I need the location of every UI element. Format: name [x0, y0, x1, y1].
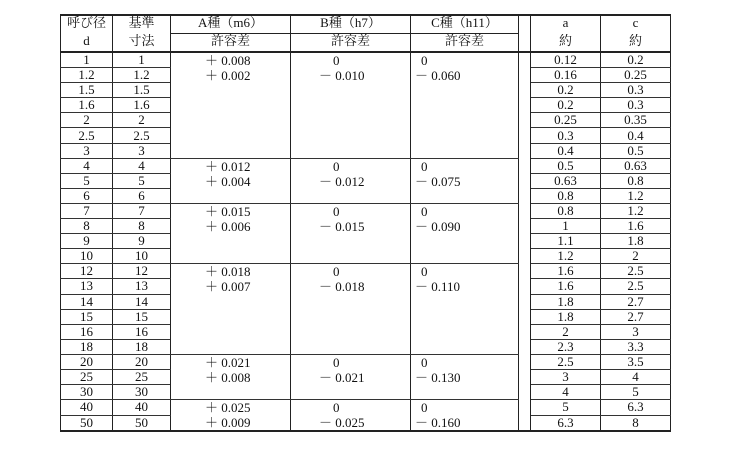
header-c-sub	[601, 34, 671, 53]
table-row	[61, 52, 671, 68]
column-separator-cell	[519, 354, 531, 399]
approx-a-cell: 1.6	[531, 264, 601, 279]
column-separator-cell	[519, 52, 531, 158]
approx-c-cell: 4	[601, 369, 671, 384]
basic-size-cell: 1.5	[113, 83, 171, 98]
class-c-tolerance-cell	[411, 203, 519, 263]
header-class-c-label: C種（h11）	[431, 15, 498, 30]
basic-size-cell: 50	[113, 415, 171, 431]
basic-size-cell: 18	[113, 339, 171, 354]
tolerance-table-container	[60, 14, 671, 432]
class-a-upper-deviation: ＋ 0.021	[205, 354, 251, 370]
approx-a-cell: 1.1	[531, 234, 601, 249]
approx-a-cell: 5	[531, 400, 601, 415]
nominal-diameter-cell: 20	[61, 354, 113, 369]
class-a-upper-deviation: ＋ 0.025	[205, 400, 251, 416]
nominal-diameter-cell: 25	[61, 369, 113, 384]
table-row	[61, 354, 671, 369]
class-b-lower-deviation: － 0.021	[319, 369, 365, 385]
approx-c-cell: 0.8	[601, 173, 671, 188]
class-c-lower-deviation: － 0.160	[415, 415, 461, 431]
class-a-upper-deviation: ＋ 0.008	[205, 53, 251, 68]
nominal-diameter-cell: 14	[61, 294, 113, 309]
basic-size-cell: 8	[113, 219, 171, 234]
header-class-b-tolerance: 許容差	[330, 33, 370, 48]
basic-size-cell: 2	[113, 113, 171, 128]
header-a-approx: 約	[558, 33, 572, 48]
approx-c-cell: 1.2	[601, 203, 671, 218]
approx-c-cell: 1.8	[601, 234, 671, 249]
class-c-lower-deviation: － 0.075	[415, 173, 461, 189]
column-separator-cell	[519, 400, 531, 432]
approx-c-cell: 0.63	[601, 158, 671, 173]
class-c-tolerance-cell	[411, 354, 519, 399]
nominal-diameter-cell: 1.6	[61, 98, 113, 113]
approx-c-cell: 2	[601, 249, 671, 264]
nominal-diameter-cell: 1	[61, 52, 113, 68]
basic-size-cell: 1.2	[113, 68, 171, 83]
class-b-upper-deviation: 0	[333, 53, 340, 68]
basic-size-cell: 5	[113, 173, 171, 188]
header-basic-size	[113, 15, 171, 34]
header-class-a-tolerance: 許容差	[210, 33, 250, 48]
nominal-diameter-cell: 7	[61, 203, 113, 218]
approx-c-cell: 0.5	[601, 143, 671, 158]
basic-size-cell: 3	[113, 143, 171, 158]
tolerance-table	[60, 14, 671, 432]
approx-a-cell: 4	[531, 385, 601, 400]
approx-a-cell: 1.8	[531, 309, 601, 324]
basic-size-cell: 4	[113, 158, 171, 173]
header-class-a	[171, 15, 291, 34]
class-a-lower-deviation: ＋ 0.007	[205, 279, 251, 295]
class-c-lower-deviation: － 0.060	[415, 68, 461, 83]
basic-size-cell: 2.5	[113, 128, 171, 143]
class-b-upper-deviation: 0	[333, 264, 340, 280]
nominal-diameter-cell: 15	[61, 309, 113, 324]
class-a-tolerance-cell	[171, 400, 291, 432]
header-basic-size-label: 基準	[128, 15, 155, 30]
basic-size-cell: 25	[113, 369, 171, 384]
approx-c-cell: 0.2	[601, 52, 671, 68]
approx-a-cell: 0.12	[531, 52, 601, 68]
nominal-diameter-cell: 1.2	[61, 68, 113, 83]
approx-a-cell: 2.3	[531, 339, 601, 354]
header-class-b-label: B種（h7）	[320, 15, 381, 30]
approx-c-cell: 5	[601, 385, 671, 400]
approx-a-cell: 0.5	[531, 158, 601, 173]
header-c-label: c	[632, 15, 639, 30]
approx-a-cell: 2	[531, 324, 601, 339]
nominal-diameter-cell: 6	[61, 188, 113, 203]
approx-c-cell: 3	[601, 324, 671, 339]
column-separator-cell	[519, 264, 531, 355]
nominal-diameter-cell: 40	[61, 400, 113, 415]
header-nominal-diameter-label: 呼び径	[66, 15, 106, 30]
header-nominal-diameter-symbol: d	[83, 33, 90, 48]
approx-a-cell: 0.16	[531, 68, 601, 83]
class-c-tolerance-cell	[411, 400, 519, 432]
basic-size-cell: 7	[113, 203, 171, 218]
approx-a-cell: 1.2	[531, 249, 601, 264]
nominal-diameter-cell: 9	[61, 234, 113, 249]
class-c-upper-deviation: 0	[421, 158, 428, 174]
basic-size-cell: 40	[113, 400, 171, 415]
class-b-tolerance-cell	[291, 158, 411, 203]
approx-c-cell: 3.3	[601, 339, 671, 354]
approx-c-cell: 2.7	[601, 294, 671, 309]
class-c-lower-deviation: － 0.110	[415, 279, 461, 295]
table-row	[61, 400, 671, 415]
header-a-label: a	[562, 15, 569, 30]
header-class-b	[291, 15, 411, 34]
basic-size-cell: 15	[113, 309, 171, 324]
column-separator-cell	[519, 203, 531, 263]
class-c-upper-deviation: 0	[421, 354, 428, 370]
column-separator-cell	[519, 158, 531, 203]
class-c-tolerance-cell	[411, 158, 519, 203]
class-b-lower-deviation: － 0.018	[319, 279, 365, 295]
approx-c-cell: 2.5	[601, 279, 671, 294]
class-b-tolerance-cell	[291, 400, 411, 432]
class-a-lower-deviation: ＋ 0.004	[205, 173, 251, 189]
approx-c-cell: 8	[601, 415, 671, 431]
table-row	[61, 264, 671, 279]
approx-a-cell: 1	[531, 219, 601, 234]
class-b-tolerance-cell	[291, 52, 411, 158]
header-basic-size-sub	[113, 34, 171, 53]
class-a-lower-deviation: ＋ 0.006	[205, 218, 251, 234]
approx-a-cell: 0.63	[531, 173, 601, 188]
class-a-lower-deviation: ＋ 0.008	[205, 369, 251, 385]
approx-a-cell: 2.5	[531, 354, 601, 369]
nominal-diameter-cell: 13	[61, 279, 113, 294]
approx-c-cell: 1.2	[601, 188, 671, 203]
class-a-tolerance-cell	[171, 52, 291, 158]
nominal-diameter-cell: 3	[61, 143, 113, 158]
basic-size-cell: 6	[113, 188, 171, 203]
nominal-diameter-cell: 8	[61, 219, 113, 234]
approx-c-cell: 6.3	[601, 400, 671, 415]
approx-a-cell: 0.4	[531, 143, 601, 158]
header-class-c-sub	[411, 34, 519, 53]
basic-size-cell: 12	[113, 264, 171, 279]
class-c-upper-deviation: 0	[421, 400, 428, 416]
class-c-lower-deviation: － 0.130	[415, 369, 461, 385]
class-c-lower-deviation: － 0.090	[415, 218, 461, 234]
header-class-c-tolerance: 許容差	[444, 33, 484, 48]
basic-size-cell: 10	[113, 249, 171, 264]
basic-size-cell: 20	[113, 354, 171, 369]
approx-a-cell: 1.6	[531, 279, 601, 294]
header-basic-size-sublabel: 寸法	[128, 33, 155, 48]
basic-size-cell: 9	[113, 234, 171, 249]
basic-size-cell: 1	[113, 52, 171, 68]
class-a-lower-deviation: ＋ 0.002	[205, 68, 251, 83]
class-a-tolerance-cell	[171, 354, 291, 399]
class-c-upper-deviation: 0	[421, 264, 428, 280]
tolerance-table-body	[61, 52, 671, 431]
basic-size-cell: 13	[113, 279, 171, 294]
class-a-upper-deviation: ＋ 0.015	[205, 203, 251, 219]
basic-size-cell: 1.6	[113, 98, 171, 113]
class-a-lower-deviation: ＋ 0.009	[205, 415, 251, 431]
approx-c-cell: 0.35	[601, 113, 671, 128]
approx-a-cell: 0.25	[531, 113, 601, 128]
approx-a-cell: 0.3	[531, 128, 601, 143]
header-class-c	[411, 15, 519, 34]
approx-c-cell: 0.25	[601, 68, 671, 83]
class-b-upper-deviation: 0	[333, 354, 340, 370]
class-b-lower-deviation: － 0.012	[319, 173, 365, 189]
header-c-approx: 約	[628, 33, 642, 48]
class-c-upper-deviation: 0	[421, 53, 428, 68]
header-nominal-diameter-sub	[61, 34, 113, 53]
header-c	[601, 15, 671, 34]
nominal-diameter-cell: 2.5	[61, 128, 113, 143]
nominal-diameter-cell: 5	[61, 173, 113, 188]
column-separator	[519, 15, 531, 34]
nominal-diameter-cell: 16	[61, 324, 113, 339]
class-b-upper-deviation: 0	[333, 400, 340, 416]
class-b-upper-deviation: 0	[333, 158, 340, 174]
nominal-diameter-cell: 30	[61, 385, 113, 400]
column-separator-sub	[519, 34, 531, 53]
approx-a-cell: 0.8	[531, 203, 601, 218]
approx-c-cell: 3.5	[601, 354, 671, 369]
nominal-diameter-cell: 4	[61, 158, 113, 173]
basic-size-cell: 16	[113, 324, 171, 339]
nominal-diameter-cell: 12	[61, 264, 113, 279]
class-a-tolerance-cell	[171, 203, 291, 263]
header-a	[531, 15, 601, 34]
approx-c-cell: 2.7	[601, 309, 671, 324]
class-a-tolerance-cell	[171, 264, 291, 355]
class-c-tolerance-cell	[411, 52, 519, 158]
class-b-tolerance-cell	[291, 264, 411, 355]
approx-a-cell: 0.8	[531, 188, 601, 203]
table-row	[61, 203, 671, 218]
header-a-sub	[531, 34, 601, 53]
approx-c-cell: 0.3	[601, 98, 671, 113]
approx-c-cell: 2.5	[601, 264, 671, 279]
nominal-diameter-cell: 10	[61, 249, 113, 264]
class-b-lower-deviation: － 0.010	[319, 68, 365, 83]
nominal-diameter-cell: 18	[61, 339, 113, 354]
approx-a-cell: 0.2	[531, 83, 601, 98]
header-class-a-sub	[171, 34, 291, 53]
header-class-b-sub	[291, 34, 411, 53]
approx-a-cell: 6.3	[531, 415, 601, 431]
nominal-diameter-cell: 1.5	[61, 83, 113, 98]
nominal-diameter-cell: 50	[61, 415, 113, 431]
approx-c-cell: 1.6	[601, 219, 671, 234]
approx-a-cell: 0.2	[531, 98, 601, 113]
approx-a-cell: 1.8	[531, 294, 601, 309]
class-b-tolerance-cell	[291, 203, 411, 263]
class-b-tolerance-cell	[291, 354, 411, 399]
class-b-lower-deviation: － 0.015	[319, 218, 365, 234]
basic-size-cell: 30	[113, 385, 171, 400]
header-class-a-label: A種（m6）	[197, 15, 263, 30]
class-c-upper-deviation: 0	[421, 203, 428, 219]
header-nominal-diameter	[61, 15, 113, 34]
approx-c-cell: 0.4	[601, 128, 671, 143]
approx-c-cell: 0.3	[601, 83, 671, 98]
class-a-upper-deviation: ＋ 0.018	[205, 264, 251, 280]
table-row	[61, 158, 671, 173]
basic-size-cell: 14	[113, 294, 171, 309]
class-a-upper-deviation: ＋ 0.012	[205, 158, 251, 174]
class-a-tolerance-cell	[171, 158, 291, 203]
class-b-upper-deviation: 0	[333, 203, 340, 219]
approx-a-cell: 3	[531, 369, 601, 384]
class-c-tolerance-cell	[411, 264, 519, 355]
nominal-diameter-cell: 2	[61, 113, 113, 128]
class-b-lower-deviation: － 0.025	[319, 415, 365, 431]
